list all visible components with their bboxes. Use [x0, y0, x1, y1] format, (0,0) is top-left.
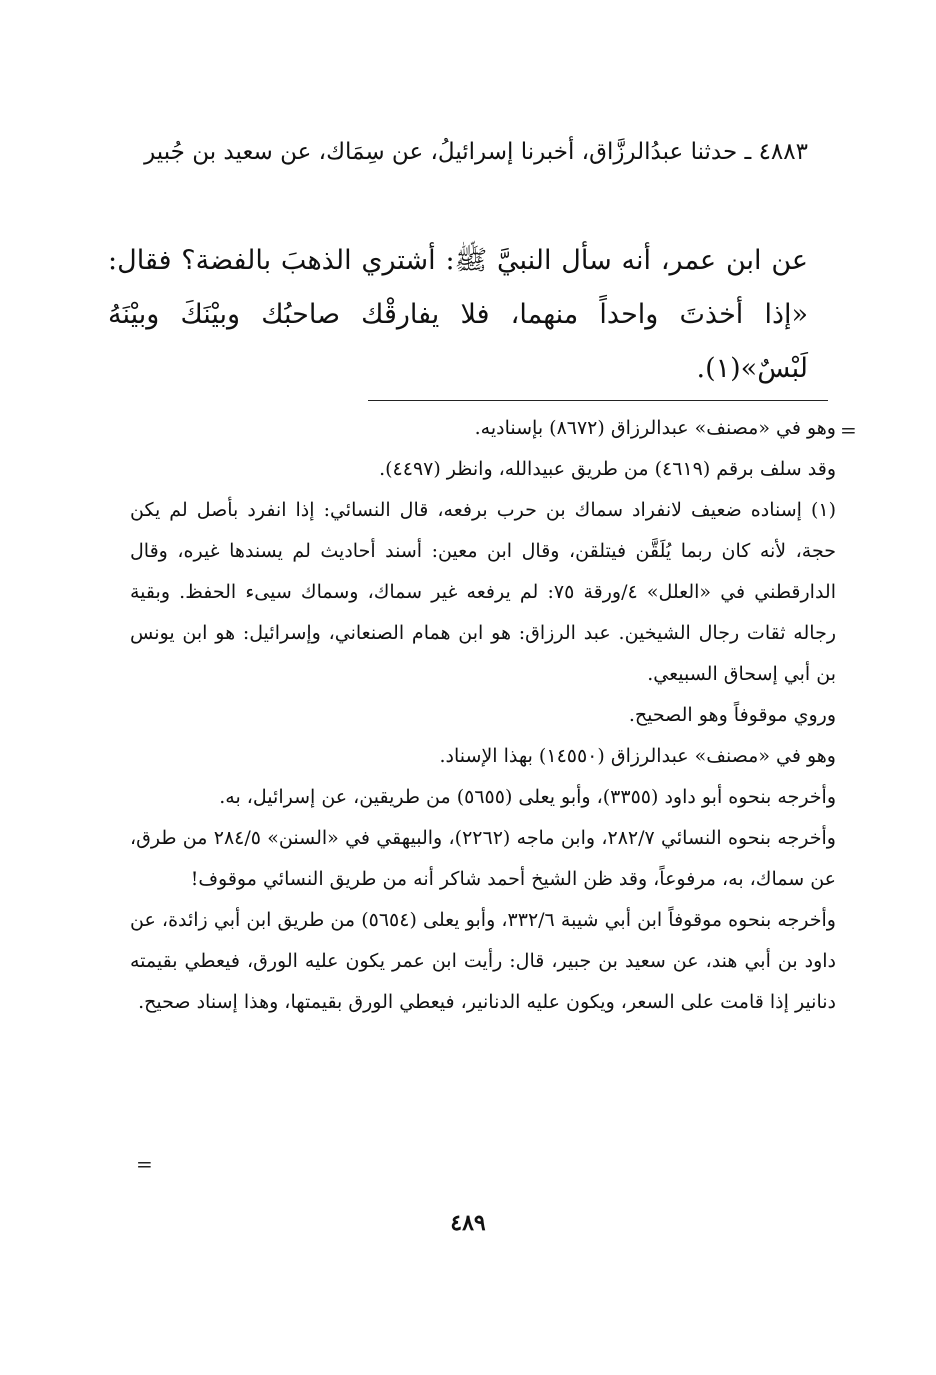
hadith-isnad-header: ٤٨٨٣ ـ حدثنا عبدُالرزَّاق، أخبرنا إسرائيلُ، عن سِمَاك، عن سعيد بن جُبير — [144, 139, 808, 165]
footnote-divider — [368, 400, 828, 401]
page-number: ٤٨٩ — [450, 1210, 486, 1236]
footnote-paragraph: وقد سلف برقم (٤٦١٩) من طريق عبيدالله، وانظر (٤٤٩٧). — [379, 458, 836, 480]
footnote-paragraph: وروي موقوفاً وهو الصحيح. — [628, 704, 836, 726]
footnotes-section — [130, 408, 836, 1023]
footnote-paragraph: وأخرجه بنحوه أبو داود (٣٣٥٥)، وأبو يعلى (٥٦٥٥) من طريقين، عن إسرائيل، به. — [219, 786, 836, 808]
footnote-paragraph: وأخرجه بنحوه موقوفاً ابن أبي شيبة ٣٣٢/٦، وأبو يعلى (٥٦٥٤) من طريق ابن أبي زائدة، عن داود بن أبي هند، عن سعيد بن جبير، قال: رأيت ابن عمر يكون عليه الورق، فيعطي بقيمته دنانير إذا قامت على السعر، ويكون عليه الدنانير، فيعطي الورق بقيمتها، وهذا إسناد صحيح. — [130, 909, 836, 1013]
footnote-1: (١) إسناده ضعيف لانفراد سماك بن حرب برفعه، قال النسائي: إذا انفرد بأصل لم يكن حجة، لأنه كان ربما يُلَقَّن فيتلقن، وقال ابن معين: أسند أحاديث لم يسندها غيره، وقال الدارقطني في «العلل» ٤/ورقة ٧٥: لم يرفعه غير سماك، وسماك سيىء الحفظ. وبقية رجاله ثقات رجال الشيخين. عبد الرزاق: هو ابن همام الصنعاني، وإسرائيل: هو ابن يونس بن أبي إسحاق السبيعي. — [130, 499, 836, 685]
continuation-mark-bottom: = — [136, 1152, 153, 1176]
continuation-mark-top: = — [840, 418, 857, 442]
footnote-paragraph: وهو في «مصنف» عبدالرزاق (٨٦٧٢) بإسناديه. — [474, 417, 836, 439]
footnote-paragraph: وهو في «مصنف» عبدالرزاق (١٤٥٥٠) بهذا الإسناد. — [439, 745, 836, 767]
footnote-paragraph: وأخرجه بنحوه النسائي ٢٨٢/٧، وابن ماجه (٢٢٦٢)، والبيهقي في «السنن» ٢٨٤/٥ من طرق، عن سماك، به، مرفوعاً، وقد ظن الشيخ أحمد شاكر أنه من طريق النسائي موقوف! — [130, 827, 836, 890]
hadith-text: عن ابن عمر، أنه سأل النبيَّ ﷺ: أشتري الذهبَ بالفضة؟ فقال: «إذا أخذتَ واحداً منهما، فلا يفارقْك صاحبُك وبيْنَكَ وبيْنَهُ لَبْسٌ»(١). — [108, 245, 808, 384]
